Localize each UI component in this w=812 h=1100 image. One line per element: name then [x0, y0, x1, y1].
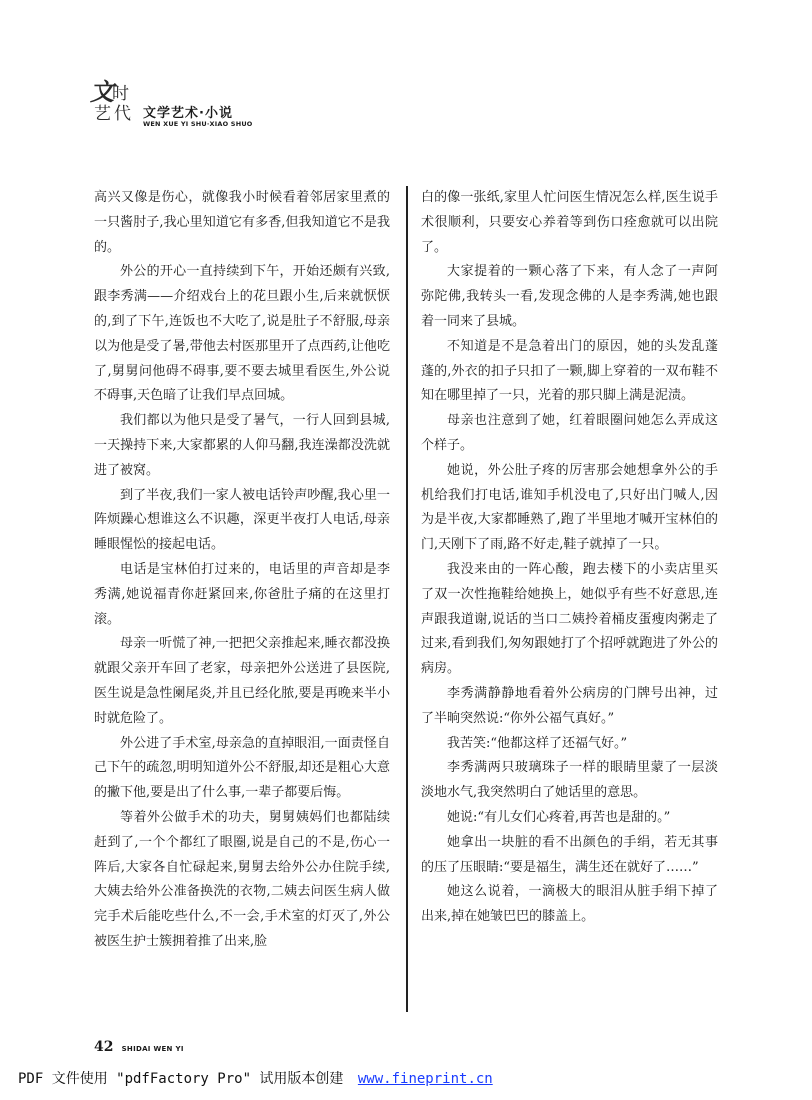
logo-char: 艺: [94, 104, 111, 124]
paragraph: 她这么说着，一滴极大的眼泪从脏手绢下掉了出来,掉在她皱巴巴的膝盖上。: [421, 884, 718, 925]
paragraph: 李秀满静静地看着外公病房的门牌号出神，过了半晌突然说:“你外公福气真好。”: [421, 685, 718, 726]
paragraph: 她说，外公肚子疼的厉害那会她想拿外公的手机给我们打电话,谁知手机没电了,只好出门喊人,因为是半夜,大家都睡熟了,跑了半里地才喊开宝林伯的门,天刚下了雨,路不好走,鞋子就掉了一只。: [421, 462, 718, 553]
paragraph: 我们都以为他只是受了暑气，一行人回到县城,一天操持下来,大家都累的人仰马翻,我连澡都没洗就进了被窝。: [94, 413, 390, 478]
pdf-creator-notice: [18, 1068, 493, 1088]
section-title: 文学艺术·小说: [143, 106, 233, 121]
paragraph: 外公进了手术室,母亲急的直掉眼泪,一面责怪自己下午的疏忽,明明知道外公不舒服,却还是粗心大意的撇下他,要是出了什么事,一辈子都要后悔。: [94, 735, 390, 801]
paragraph: 大家提着的一颗心落了下来，有人念了一声阿弥陀佛,我转头一看,发现念佛的人是李秀满,她也跟着一同来了县城。: [421, 264, 718, 329]
paragraph: 高兴又像是伤心，就像我小时候看着邻居家里煮的一只酱肘子,我心里知道它有多香,但我知道它不是我的。: [94, 190, 390, 255]
paragraph: 电话是宝林伯打过来的，电话里的声音却是李秀满,她说福青你赶紧回来,你爸肚子痛的在这里打滚。: [94, 561, 390, 627]
paragraph: 她说:“有儿女们心疼着,再苦也是甜的。”: [447, 809, 671, 825]
paragraph: 白的像一张纸,家里人忙问医生情况怎么样,医生说手术很顺利，只要安心养着等到伤口痊愈就可以出院了。: [421, 190, 718, 255]
article-column-left: [94, 186, 390, 955]
paragraph: 不知道是不是急着出门的原因，她的头发乱蓬蓬的,外衣的扣子只扣了一颗,脚上穿着的一双布鞋不知在哪里掉了一只，光着的那只脚上满是泥渍。: [421, 338, 718, 404]
paragraph: 她拿出一块脏的看不出颜色的手绢，若无其事的压了压眼睛:“要是福生，满生还在就好了……”: [421, 834, 718, 875]
paragraph: 我苦笑:“他都这样了还福气好。”: [447, 735, 628, 751]
magazine-name: SHIDAI WEN YI: [121, 1045, 184, 1053]
column-divider: [406, 186, 408, 1012]
paragraph: 到了半夜,我们一家人被电话铃声吵醒,我心里一阵烦躁心想谁这么不识趣，深更半夜打人电话,母亲睡眼惺忪的接起电话。: [94, 487, 390, 553]
paragraph: 等着外公做手术的功夫，舅舅姨妈们也都陆续赶到了,一个个都红了眼圈,说是自己的不是,伤心一阵后,大家各自忙碌起来,舅舅去给外公办住院手续,大姨去给外公准备换洗的衣物,二姨去问医生病人做完手术后能吃些什么,不一会,手术室的灯灭了,外公被医生护士簇拥着推了出来,脸: [94, 809, 390, 949]
logo-char: 时: [112, 84, 129, 104]
paragraph: 母亲一听慌了神,一把把父亲推起来,睡衣都没换就跟父亲开车回了老家，母亲把外公送进了县医院,医生说是急性阑尾炎,并且已经化脓,要是再晚来半小时就危险了。: [94, 636, 390, 726]
pdf-notice-text: PDF 文件使用 "pdfFactory Pro" 试用版本创建: [18, 1071, 344, 1087]
paragraph: 外公的开心一直持续到下午，开始还颇有兴致,跟李秀满——介绍戏台上的花旦跟小生,后来就恹恹的,到了下午,连饭也不大吃了,说是肚子不舒服,母亲以为他是受了暑,带他去村医那里开了点西药,让他吃了,舅舅问他碍不碍事,要不要去城里看医生,外公说不碍事,天色暗了让我们早点回城。: [94, 264, 390, 404]
paragraph: 李秀满两只玻璃珠子一样的眼睛里蒙了一层淡淡地水气,我突然明白了她话里的意思。: [421, 760, 718, 801]
section-subtitle: WEN XUE YI SHU·XIAO SHUO: [143, 120, 253, 128]
logo-char: 代: [114, 104, 131, 124]
page-number: 42: [94, 1039, 114, 1055]
page-footer: [94, 1036, 184, 1055]
magazine-logo: [90, 77, 138, 128]
paragraph: 母亲也注意到了她，红着眼圈问她怎么弄成这个样子。: [421, 413, 718, 453]
logo-char: 文: [90, 77, 114, 106]
article-column-right: [421, 186, 718, 930]
fineprint-link[interactable]: www.fineprint.cn: [357, 1071, 493, 1087]
paragraph: 我没来由的一阵心酸，跑去楼下的小卖店里买了双一次性拖鞋给她换上，她似乎有些不好意思,连声跟我道谢,说话的当口二姨拎着桶皮蛋瘦肉粥走了过来,看到我们,匆匆跟她打了个招呼就跑进了外公的病房。: [421, 561, 718, 677]
